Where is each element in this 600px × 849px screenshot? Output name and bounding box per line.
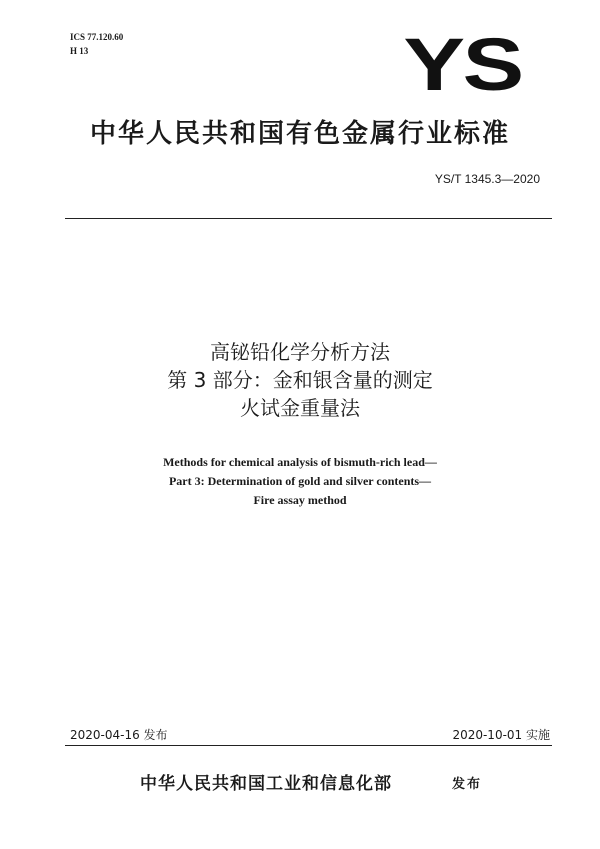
chinese-title-line-2: 第 3 部分：金和银含量的测定 [167,368,433,392]
chinese-title-line-1: 高铋铅化学分析方法 [210,340,390,364]
classification-code: H 13 [70,46,89,56]
ics-header [70,30,123,58]
bottom-divider [65,745,552,746]
chinese-title [0,338,600,422]
ics-code: ICS 77.120.60 [70,32,124,42]
chinese-title-line-3: 火试金重量法 [240,396,360,420]
ys-logo: YS [403,23,522,106]
english-title-line-3: Fire assay method [253,493,347,507]
english-title-line-2: Part 3: Determination of gold and silver contents— [168,474,432,488]
standard-number: YS/T 1345.3—2020 [434,172,540,186]
issuing-authority: 中华人民共和国工业和信息化部 [140,774,392,794]
issue-date: 2020-04-16 发布 [70,728,168,742]
issue-label: 发布 [452,777,483,792]
english-title [0,453,600,510]
english-title-line-1: Methods for chemical analysis of bismuth-rich lead— [163,455,437,469]
standard-title: 中华人民共和国有色金属行业标准 [89,119,510,149]
top-divider [65,218,552,219]
implementation-date: 2020-10-01 实施 [452,728,550,742]
